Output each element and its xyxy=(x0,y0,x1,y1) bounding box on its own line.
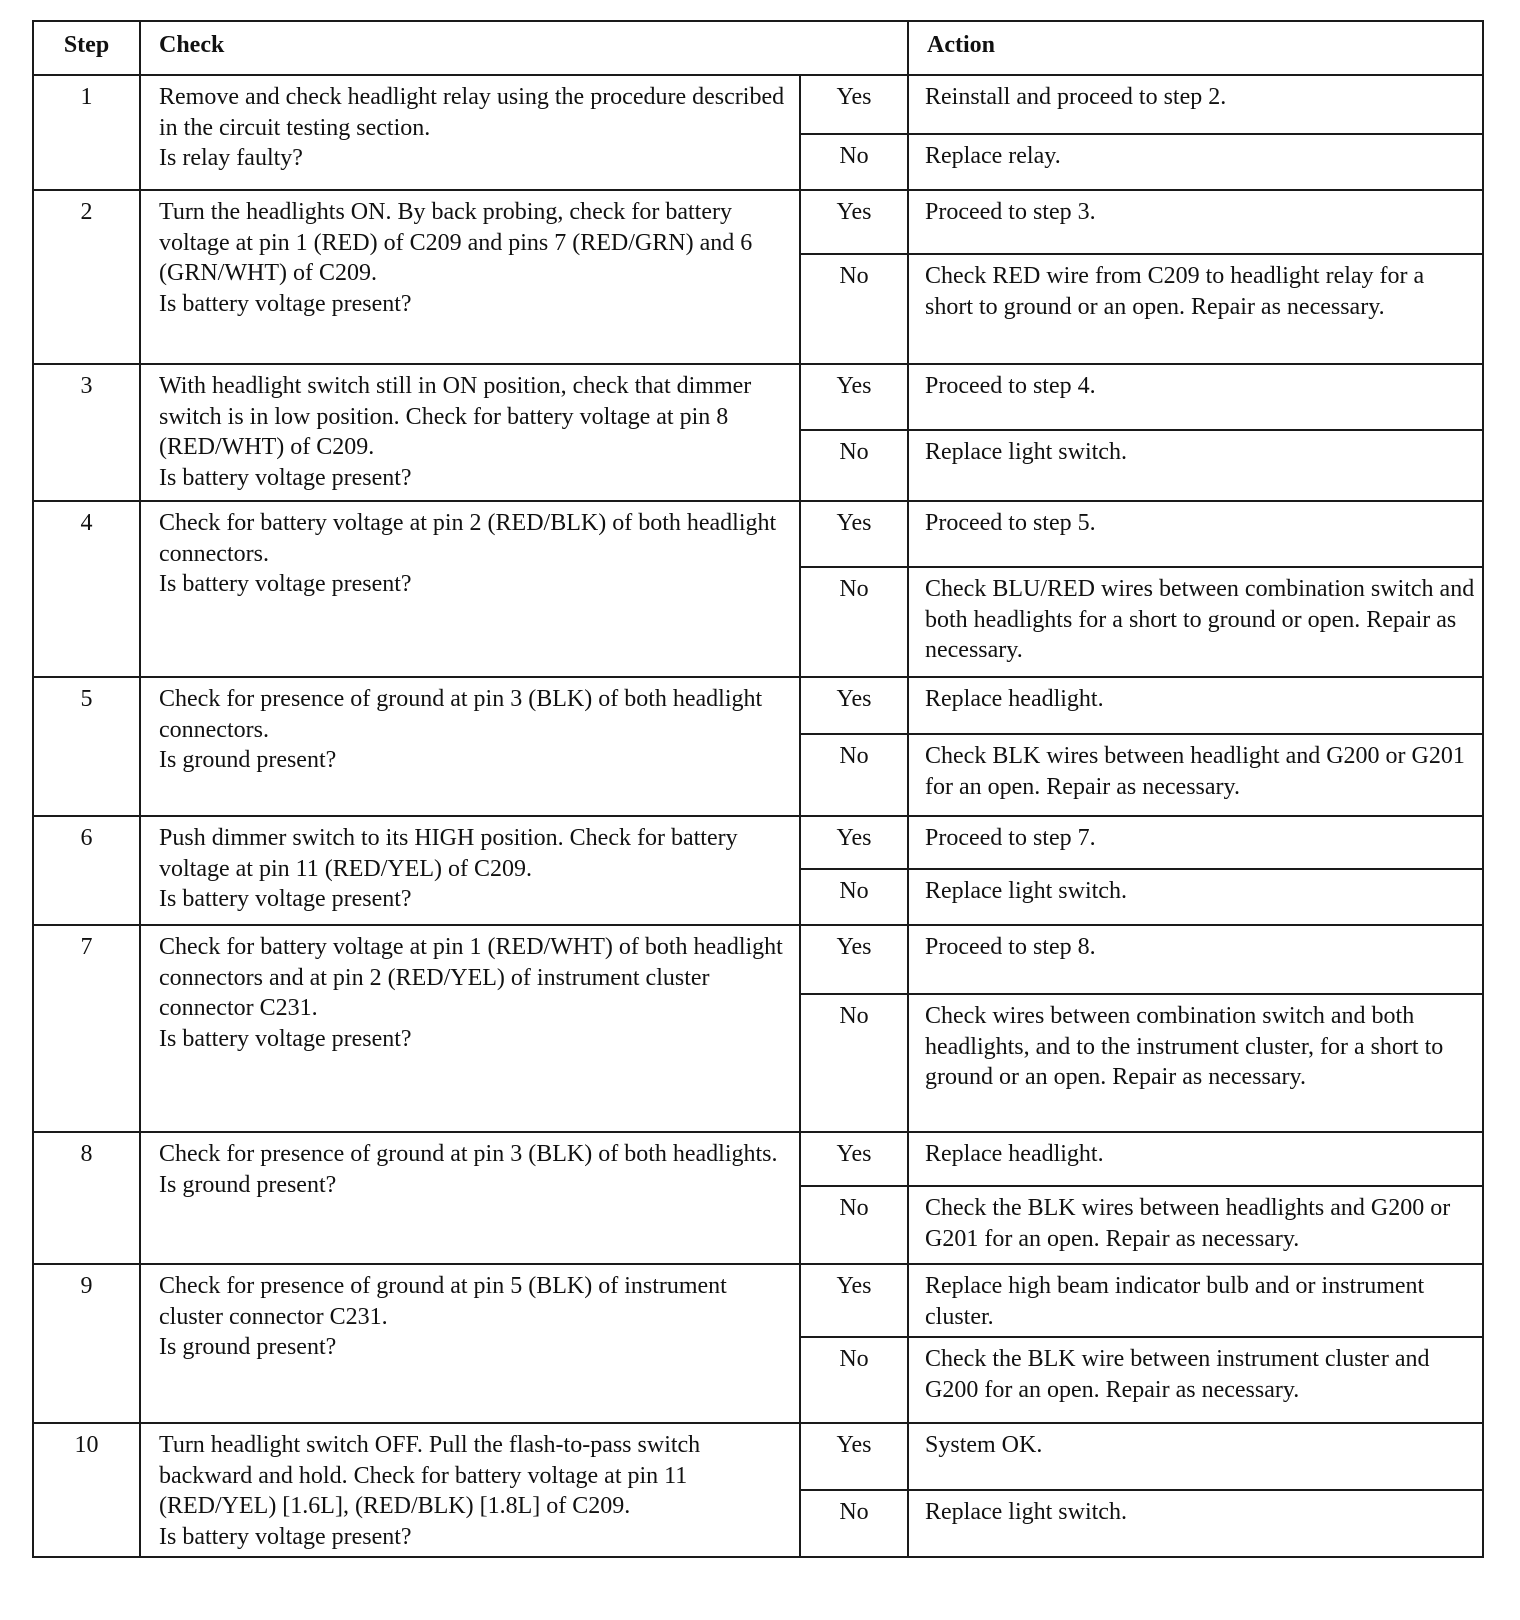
no-action: Replace light switch. xyxy=(908,430,1483,501)
no-action: Replace light switch. xyxy=(908,869,1483,925)
check-question: Is battery voltage present? xyxy=(159,290,412,317)
no-action: Check the BLK wires between headlights and G200 or G201 for an open. Repair as necessary. xyxy=(908,1186,1483,1264)
step-number: 6 xyxy=(33,816,140,925)
check-cell xyxy=(140,816,800,925)
yes-action: Reinstall and proceed to step 2. xyxy=(908,75,1483,134)
check-question: Is battery voltage present? xyxy=(159,464,412,491)
diagnostic-table xyxy=(32,20,1484,1558)
no-label: No xyxy=(800,1337,908,1423)
yes-label: Yes xyxy=(800,816,908,869)
yes-label: Yes xyxy=(800,925,908,994)
check-text: Check for battery voltage at pin 1 (RED/WHT) of both headlight connectors and at pin 2 (RED/YEL) of instrument cluster connector C231. xyxy=(159,934,783,1021)
no-label: No xyxy=(800,1186,908,1264)
header-check: Check xyxy=(140,21,908,75)
no-action: Check BLK wires between headlight and G200 or G201 for an open. Repair as necessary. xyxy=(908,734,1483,816)
check-text: Check for presence of ground at pin 5 (BLK) of instrument cluster connector C231. xyxy=(159,1273,727,1330)
step-number: 9 xyxy=(33,1264,140,1423)
table-body xyxy=(33,75,1483,1557)
yes-action: Proceed to step 5. xyxy=(908,501,1483,567)
yes-action: System OK. xyxy=(908,1423,1483,1490)
table-row xyxy=(33,501,1483,567)
yes-label: Yes xyxy=(800,75,908,134)
no-label: No xyxy=(800,1490,908,1557)
yes-action: Proceed to step 4. xyxy=(908,364,1483,430)
table-row xyxy=(33,925,1483,994)
step-number: 5 xyxy=(33,677,140,816)
table-row xyxy=(33,190,1483,254)
no-action: Replace light switch. xyxy=(908,1490,1483,1557)
step-number: 2 xyxy=(33,190,140,364)
no-label: No xyxy=(800,430,908,501)
no-label: No xyxy=(800,254,908,364)
table-row xyxy=(33,1423,1483,1490)
check-text: Turn headlight switch OFF. Pull the flash-to-pass switch backward and hold. Check for battery voltage at pin 11 (RED/YEL) [1.6L], (RED/BLK) [1.8L] of C209. xyxy=(159,1432,701,1519)
check-cell xyxy=(140,501,800,677)
table-row xyxy=(33,1132,1483,1186)
no-label: No xyxy=(800,134,908,190)
yes-label: Yes xyxy=(800,1264,908,1337)
yes-action: Proceed to step 7. xyxy=(908,816,1483,869)
check-question: Is ground present? xyxy=(159,747,337,773)
no-label: No xyxy=(800,994,908,1132)
check-cell xyxy=(140,1264,800,1423)
yes-action: Proceed to step 3. xyxy=(908,190,1483,254)
no-label: No xyxy=(800,869,908,925)
check-cell xyxy=(140,1423,800,1557)
check-text: Check for presence of ground at pin 3 (BLK) of both headlights. xyxy=(159,1141,778,1167)
no-label: No xyxy=(800,734,908,816)
check-cell xyxy=(140,1132,800,1264)
check-question: Is battery voltage present? xyxy=(159,1523,412,1550)
step-number: 10 xyxy=(33,1423,140,1557)
no-action: Check BLU/RED wires between combination switch and both headlights for a short to ground or open. Repair as necessary. xyxy=(908,567,1483,677)
check-text: Check for presence of ground at pin 3 (BLK) of both headlight connectors. xyxy=(159,686,763,743)
check-text: Turn the headlights ON. By back probing, check for battery voltage at pin 1 (RED) of C209 and pins 7 (RED/GRN) and 6 (GRN/WHT) of C209. xyxy=(159,199,753,286)
no-action: Replace relay. xyxy=(908,134,1483,190)
table-row xyxy=(33,364,1483,430)
check-question: Is battery voltage present? xyxy=(159,886,412,912)
check-question: Is ground present? xyxy=(159,1171,337,1198)
yes-label: Yes xyxy=(800,364,908,430)
step-number: 1 xyxy=(33,75,140,190)
header-step: Step xyxy=(33,21,140,75)
yes-label: Yes xyxy=(800,501,908,567)
no-action: Check wires between combination switch and both headlights, and to the instrument cluster, for a short to ground or an open. Repair as necessary. xyxy=(908,994,1483,1132)
step-number: 4 xyxy=(33,501,140,677)
check-cell xyxy=(140,190,800,364)
yes-label: Yes xyxy=(800,1132,908,1186)
yes-label: Yes xyxy=(800,190,908,254)
check-text: Push dimmer switch to its HIGH position. Check for battery voltage at pin 11 (RED/YEL) of C209. xyxy=(159,825,738,882)
check-text: With headlight switch still in ON position, check that dimmer switch is in low position. Check for battery voltage at pin 8 (RED/WHT) of C209. xyxy=(159,373,752,460)
check-cell xyxy=(140,364,800,501)
yes-action: Replace headlight. xyxy=(908,677,1483,734)
header-action: Action xyxy=(908,21,1483,75)
step-number: 7 xyxy=(33,925,140,1132)
no-label: No xyxy=(800,567,908,677)
yes-action: Replace high beam indicator bulb and or instrument cluster. xyxy=(908,1264,1483,1337)
yes-action: Replace headlight. xyxy=(908,1132,1483,1186)
check-cell xyxy=(140,677,800,816)
table-row xyxy=(33,677,1483,734)
header-row xyxy=(33,21,1483,75)
step-number: 8 xyxy=(33,1132,140,1264)
check-question: Is battery voltage present? xyxy=(159,571,412,597)
no-action: Check RED wire from C209 to headlight relay for a short to ground or an open. Repair as necessary. xyxy=(908,254,1483,364)
step-number: 3 xyxy=(33,364,140,501)
check-cell xyxy=(140,75,800,190)
check-text: Remove and check headlight relay using the procedure described in the circuit testing section. xyxy=(159,84,785,141)
table-row xyxy=(33,816,1483,869)
yes-action: Proceed to step 8. xyxy=(908,925,1483,994)
check-cell xyxy=(140,925,800,1132)
table-row xyxy=(33,75,1483,134)
yes-label: Yes xyxy=(800,677,908,734)
table-row xyxy=(33,1264,1483,1337)
yes-label: Yes xyxy=(800,1423,908,1490)
check-question: Is relay faulty? xyxy=(159,145,303,171)
check-question: Is ground present? xyxy=(159,1334,337,1360)
check-text: Check for battery voltage at pin 2 (RED/BLK) of both headlight connectors. xyxy=(159,510,777,567)
no-action: Check the BLK wire between instrument cluster and G200 for an open. Repair as necessary. xyxy=(908,1337,1483,1423)
check-question: Is battery voltage present? xyxy=(159,1025,412,1052)
